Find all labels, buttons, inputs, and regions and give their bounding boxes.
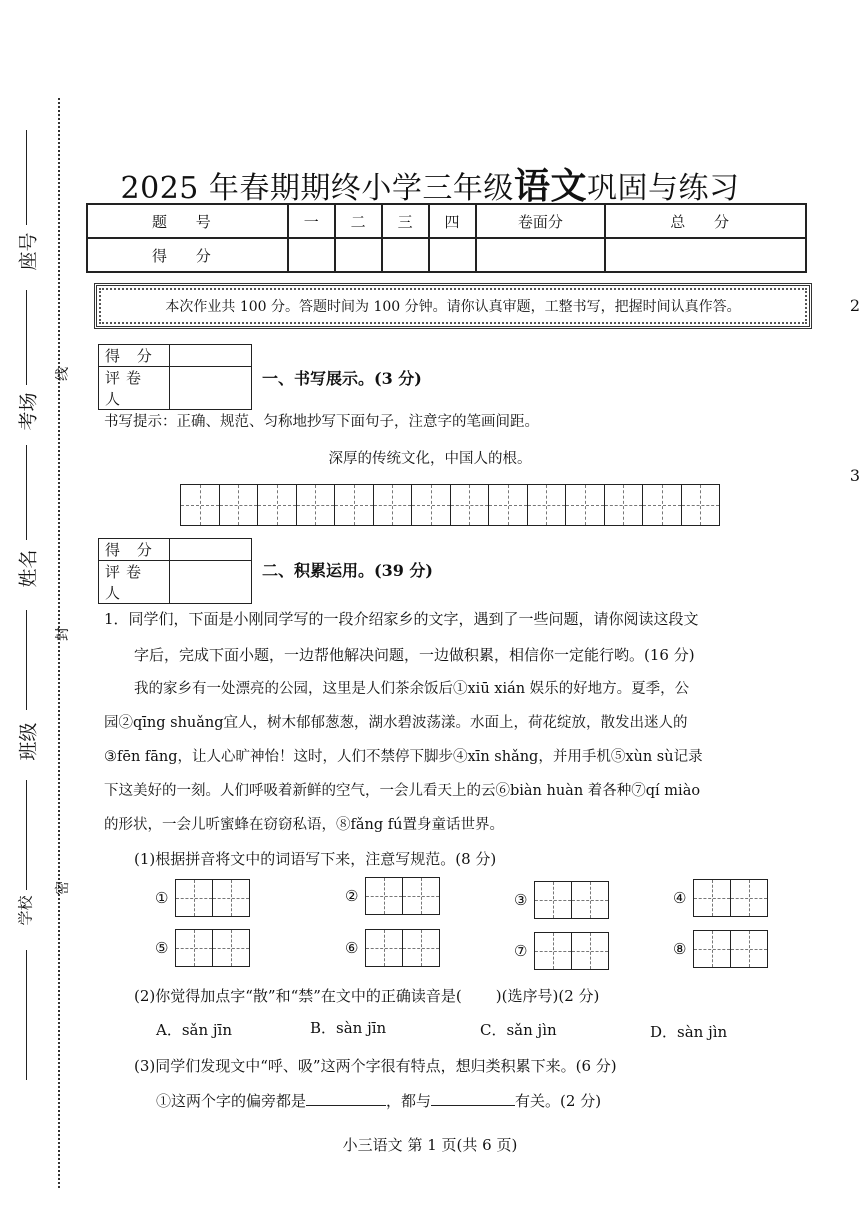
- passage-line: ③fēn fāng，让人心旷神怡！这时，人们不禁停下脚步④xīn shǎng，并用手机⑤xùn sù记录: [104, 749, 703, 765]
- passage-line: 我的家乡有一处漂亮的公园，这里是人们茶余饭后①xiū xián 娱乐的好地方。夏季，公: [134, 681, 690, 697]
- answer-number: ⑤: [155, 939, 169, 957]
- seal-seal-char: 封: [55, 627, 71, 641]
- option-c[interactable]: C．sǎn jìn: [480, 1021, 557, 1039]
- title-part1: 2025 年春期期终小学三年级: [120, 171, 514, 206]
- passage-line: 下这美好的一刻。人们呼吸着新鲜的空气，一会儿看天上的云⑥biàn huàn 着各种⑦qí miào: [104, 783, 701, 799]
- grid-cell[interactable]: [605, 485, 644, 525]
- answer-number: ②: [345, 887, 359, 905]
- copy-writing-grid[interactable]: [180, 484, 720, 526]
- class-blank: [26, 610, 27, 710]
- sub-question-3a: [156, 1092, 601, 1110]
- score-table: [86, 203, 807, 273]
- grid-cell[interactable]: [412, 485, 451, 525]
- seal-line-char: 线: [55, 367, 71, 381]
- section1-grader-box: [98, 344, 252, 406]
- answer-box-7[interactable]: [514, 932, 609, 970]
- sub3a-middle: ，都与: [386, 1092, 432, 1110]
- related-answer-blank[interactable]: [431, 1105, 515, 1106]
- passage-line: 的形状，一会儿听蜜蜂在窃窃私语，⑧fǎng fú置身童话世界。: [104, 817, 504, 833]
- score-header-cell: 总 分: [605, 204, 806, 238]
- answer-number: ④: [673, 889, 687, 907]
- score-input-cell[interactable]: [335, 238, 382, 272]
- section1-title: 一、书写展示。(3 分): [262, 369, 422, 388]
- score-input-cell[interactable]: [288, 238, 335, 272]
- grid-cell[interactable]: [374, 485, 413, 525]
- option-a[interactable]: A．sǎn jīn: [156, 1021, 233, 1039]
- answer-box-6[interactable]: [345, 929, 440, 967]
- edge-mark: 2: [849, 296, 860, 315]
- section1-sentence: 深厚的传统文化，中国人的根。: [328, 451, 532, 467]
- page-footer: 小三语文 第 1 页(共 6 页): [342, 1136, 518, 1154]
- grid-cell[interactable]: [566, 485, 605, 525]
- grader-name-label: 评卷人: [99, 561, 170, 604]
- school-label: 学校: [16, 895, 35, 926]
- score-table-header-row: [87, 204, 806, 238]
- title-part3: 巩固与练习: [586, 171, 740, 206]
- answer-box-1[interactable]: [155, 879, 250, 917]
- exam-room-blank: [26, 290, 27, 385]
- grader-name-field[interactable]: [170, 561, 252, 604]
- grid-cell[interactable]: [451, 485, 490, 525]
- score-header-cell: 卷面分: [476, 204, 606, 238]
- grid-cell[interactable]: [297, 485, 336, 525]
- grader-score-label: 得 分: [99, 539, 170, 561]
- score-input-cell[interactable]: [429, 238, 476, 272]
- score-row-label: 得 分: [87, 238, 288, 272]
- section2-title: 二、积累运用。(39 分): [262, 561, 433, 580]
- score-header-cell: 四: [429, 204, 476, 238]
- sub3a-suffix: 有关。(2 分): [515, 1092, 602, 1110]
- q1-prompt-line2: 字后，完成下面小题，一边帮他解决问题，一边做积累，相信你一定能行哟。(16 分): [134, 646, 695, 664]
- grader-name-label: 评卷人: [99, 367, 170, 410]
- grader-score-field[interactable]: [170, 345, 252, 367]
- score-input-cell[interactable]: [382, 238, 429, 272]
- school-blank-2: [26, 950, 27, 1080]
- grid-cell[interactable]: [220, 485, 259, 525]
- school-blank: [26, 780, 27, 890]
- exam-room-label: 考场: [17, 392, 40, 431]
- answer-box-3[interactable]: [514, 881, 609, 919]
- page-title: [0, 158, 860, 209]
- title-subject: 语文: [513, 165, 587, 207]
- radical-answer-blank[interactable]: [306, 1105, 386, 1106]
- option-d[interactable]: D．sàn jìn: [650, 1023, 728, 1041]
- answer-box-4[interactable]: [673, 879, 768, 917]
- score-table-score-row: [87, 238, 806, 272]
- answer-number: ⑧: [673, 940, 687, 958]
- grader-name-field[interactable]: [170, 367, 252, 410]
- grid-cell[interactable]: [489, 485, 528, 525]
- grid-cell[interactable]: [181, 485, 220, 525]
- grader-score-label: 得 分: [99, 345, 170, 367]
- grid-cell[interactable]: [643, 485, 682, 525]
- grid-cell[interactable]: [682, 485, 720, 525]
- sub-question-3: (3)同学们发现文中“呼、吸”这两个字很有特点，想归类积累下来。(6 分): [134, 1057, 617, 1075]
- score-header-cell: 二: [335, 204, 382, 238]
- sub-question-1: (1)根据拼音将文中的词语写下来，注意写规范。(8 分): [134, 850, 497, 868]
- score-header-cell: 一: [288, 204, 335, 238]
- edge-mark: 3: [849, 466, 860, 485]
- notice-box: [94, 283, 812, 329]
- answer-number: ⑥: [345, 939, 359, 957]
- seal-close-char: 密: [55, 881, 71, 895]
- answer-box-5[interactable]: [155, 929, 250, 967]
- sub-question-2: [134, 987, 599, 1005]
- binding-dotted-line: [58, 98, 60, 1188]
- score-input-cell[interactable]: [476, 238, 606, 272]
- score-header-cell: 三: [382, 204, 429, 238]
- name-label: 姓名: [17, 549, 40, 588]
- q1-prompt-line1: 1．同学们，下面是小刚同学写的一段介绍家乡的文字，遇到了一些问题，请你阅读这段文: [104, 610, 699, 628]
- section2-grader-box: [98, 538, 252, 600]
- grid-cell[interactable]: [335, 485, 374, 525]
- option-b[interactable]: B．sàn jīn: [310, 1019, 387, 1037]
- notice-text: 本次作业共 100 分。答题时间为 100 分钟。请你认真审题，工整书写，把握时间认真作答。: [165, 299, 741, 315]
- sub2-suffix: )(选序号)(2 分): [495, 987, 600, 1005]
- answer-number: ③: [514, 891, 528, 909]
- class-label: 班级: [17, 722, 40, 761]
- answer-box-8[interactable]: [673, 930, 768, 968]
- grid-cell[interactable]: [528, 485, 567, 525]
- sub2-prefix: (2)你觉得加点字“散”和“禁”在文中的正确读音是(: [134, 987, 462, 1005]
- grid-cell[interactable]: [258, 485, 297, 525]
- score-input-cell[interactable]: [605, 238, 806, 272]
- seat-label: 座号: [17, 232, 40, 271]
- answer-number: ⑦: [514, 942, 528, 960]
- passage-line: 园②qīng shuǎng宜人，树木郁郁葱葱，湖水碧波荡漾。水面上，荷花绽放，散发出迷人的: [104, 715, 688, 731]
- sub3a-prefix: ①这两个字的偏旁都是: [156, 1092, 307, 1110]
- grader-score-field[interactable]: [170, 539, 252, 561]
- answer-box-2[interactable]: [345, 877, 440, 915]
- section1-hint: 书写提示：正确、规范、匀称地抄写下面句子，注意字的笔画间距。: [104, 414, 539, 430]
- score-header-cell: 题 号: [87, 204, 288, 238]
- answer-number: ①: [155, 889, 169, 907]
